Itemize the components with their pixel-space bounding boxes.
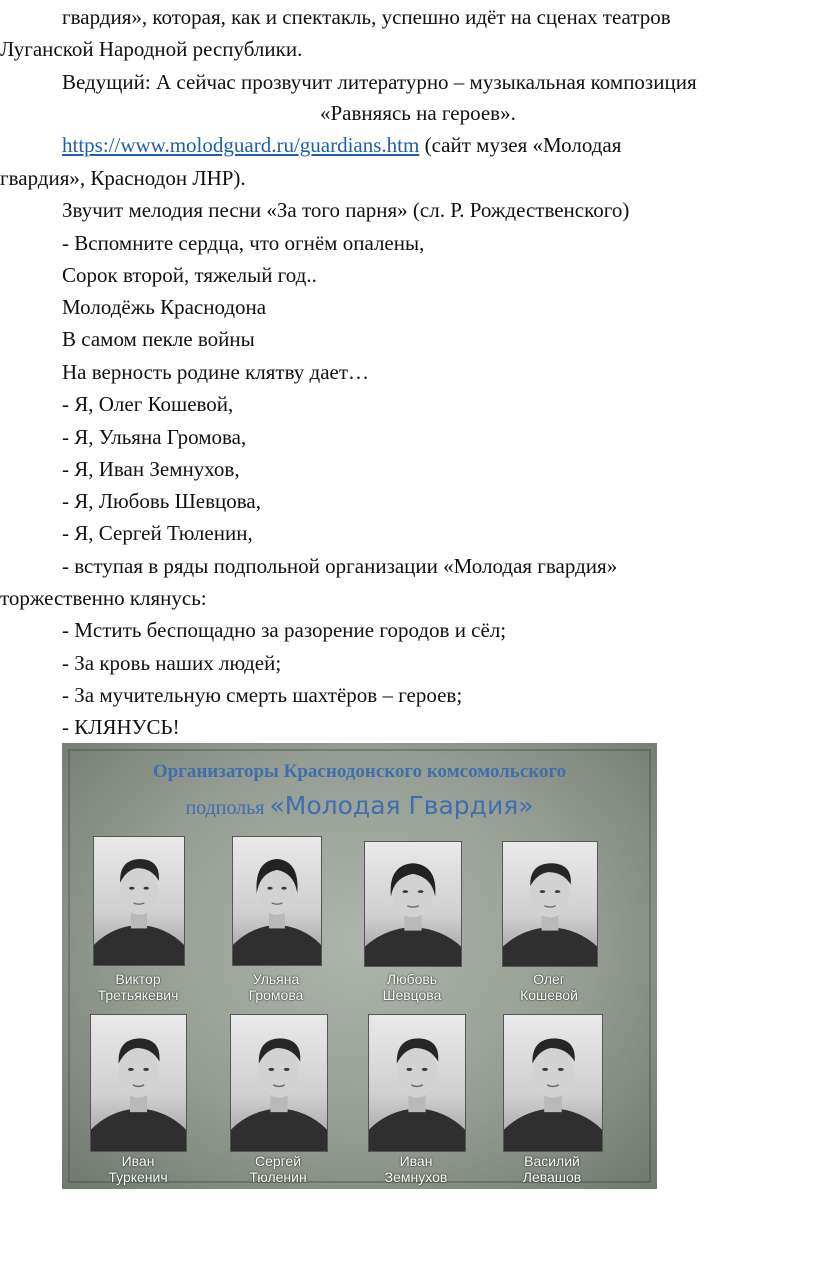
link-note: (сайт музея «Молодая <box>419 133 622 157</box>
person-first-name: Любовь <box>386 971 438 987</box>
person-last-name: Кошевой <box>520 987 578 1003</box>
museum-link[interactable]: https://www.molodguard.ru/guardians.htm <box>62 133 420 157</box>
poster-title: Организаторы Краснодонского комсомольского <box>152 761 567 782</box>
person-name <box>358 1153 474 1185</box>
poster-subtitle <box>62 791 657 820</box>
text-line: гвардия», которая, как и спектакль, успешно идёт на сценах театров <box>62 5 671 29</box>
text-line: гвардия», Краснодон ЛНР). <box>0 166 246 190</box>
portrait-photo <box>232 836 322 966</box>
portrait-silhouette <box>365 842 461 966</box>
oath-line: - Я, Иван Земнухов, <box>62 457 240 481</box>
portrait-silhouette <box>231 1015 327 1151</box>
text-line: Ведущий: А сейчас прозвучит литературно – музыкальная композиция <box>62 70 697 94</box>
person-name <box>80 971 196 1003</box>
person-first-name: Виктор <box>115 971 161 987</box>
person-last-name: Левашов <box>522 1169 582 1185</box>
person-first-name: Иван <box>121 1153 155 1169</box>
portrait-silhouette <box>369 1015 465 1151</box>
portrait-photo <box>230 1014 328 1152</box>
link-paragraph <box>62 132 621 158</box>
portrait-photo <box>364 841 462 967</box>
portrait-photo <box>90 1014 187 1152</box>
portrait-silhouette <box>94 837 184 965</box>
person-last-name: Громова <box>248 987 304 1003</box>
text-line: Луганской Народной республики. <box>0 37 303 61</box>
oath-line: - Я, Любовь Шевцова, <box>62 489 261 513</box>
poem-line: - Вспомните сердца, что огнём опалены, <box>62 231 425 255</box>
oath-line: - КЛЯНУСЬ! <box>62 715 180 739</box>
portrait-photo <box>503 1014 603 1152</box>
oath-line: торжественно клянусь: <box>0 586 207 610</box>
person-name <box>220 1153 336 1185</box>
portrait-photo <box>502 841 598 967</box>
person-first-name: Василий <box>524 1153 580 1169</box>
person-last-name: Земнухов <box>384 1169 448 1185</box>
person-last-name: Третьякевич <box>97 987 179 1003</box>
person-name <box>494 1153 610 1185</box>
portrait-photo <box>93 836 185 966</box>
poem-line: Молодёжь Краснодона <box>62 295 267 319</box>
organizers-poster <box>62 743 657 1189</box>
person-last-name: Туркенич <box>108 1169 168 1185</box>
poem-line: Сорок второй, тяжелый год.. <box>62 263 317 287</box>
person-first-name: Иван <box>399 1153 433 1169</box>
composition-title: «Равняясь на героев». <box>320 101 516 125</box>
portrait-silhouette <box>233 837 321 965</box>
person-name <box>491 971 607 1003</box>
oath-line: - Я, Ульяна Громова, <box>62 425 247 449</box>
oath-line: - вступая в ряды подпольной организации «Молодая гвардия» <box>62 554 618 578</box>
person-first-name: Олег <box>533 971 565 987</box>
poem-line: На верность родине клятву дает… <box>62 360 370 384</box>
person-name <box>354 971 470 1003</box>
portrait-silhouette <box>504 1015 602 1151</box>
oath-line: - За кровь наших людей; <box>62 651 282 675</box>
person-last-name: Тюленин <box>249 1169 307 1185</box>
portrait-silhouette <box>503 842 597 966</box>
person-first-name: Ульяна <box>252 971 300 987</box>
oath-line: - Мстить беспощадно за разорение городов и сёл; <box>62 618 507 642</box>
person-first-name: Сергей <box>254 1153 302 1169</box>
person-last-name: Шевцова <box>382 987 442 1003</box>
oath-line: - За мучительную смерть шахтёров – героев; <box>62 683 463 707</box>
poem-line: В самом пекле войны <box>62 327 255 351</box>
poster-subtitle-name: «Молодая Гвардия» <box>269 791 534 820</box>
person-name <box>218 971 334 1003</box>
portrait-photo <box>368 1014 466 1152</box>
oath-line: - Я, Олег Кошевой, <box>62 392 234 416</box>
portrait-silhouette <box>91 1015 186 1151</box>
oath-line: - Я, Сергей Тюленин, <box>62 521 253 545</box>
person-name <box>80 1153 196 1185</box>
poster-subtitle-prefix: подполья <box>185 797 270 819</box>
text-line: Звучит мелодия песни «За того парня» (сл. Р. Рождественского) <box>62 198 630 222</box>
